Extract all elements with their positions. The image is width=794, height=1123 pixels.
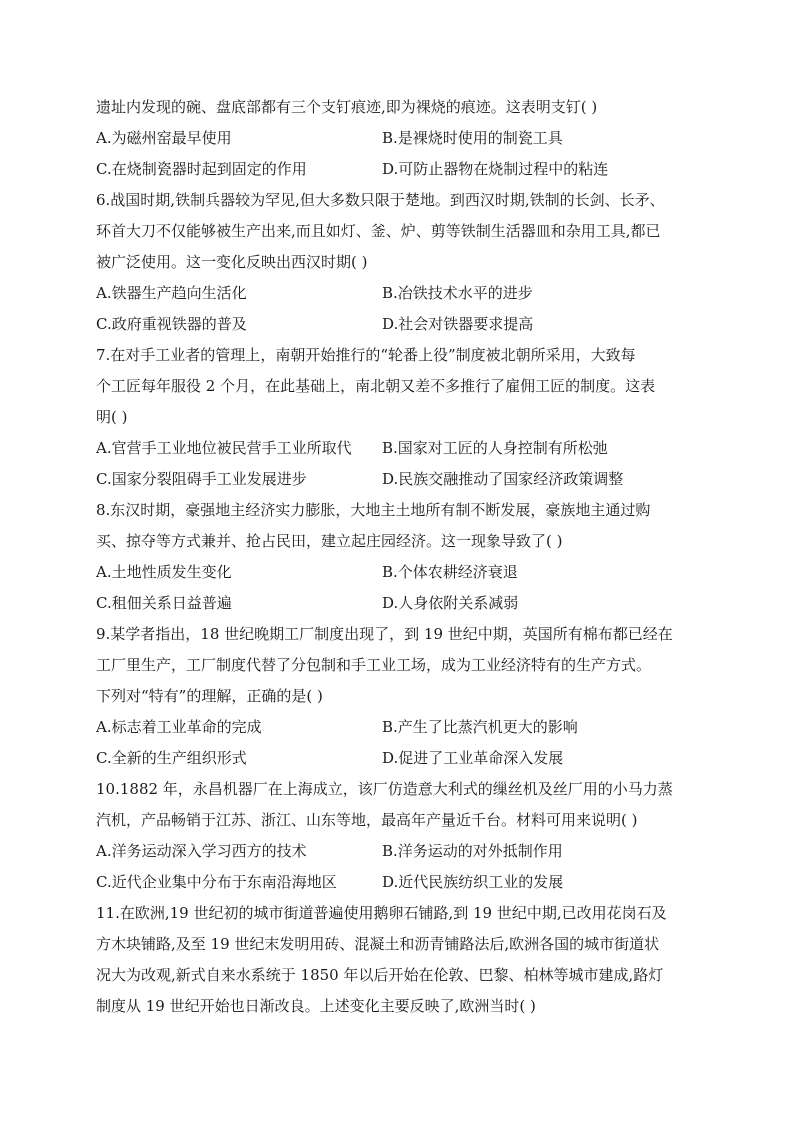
q8-stem-line-1: 8.东汉时期，豪强地主经济实力膨胀，大地主土地所有制不断发展，豪族地主通过购: [96, 501, 651, 519]
q8-option-d[interactable]: D.人身依附关系减弱: [382, 594, 519, 612]
q5-options-row-1: [96, 123, 706, 154]
q10-stem-line-1: 10.1882 年，永昌机器厂在上海成立，该厂仿造意大利式的缫丝机及丝厂用的小马力蒸: [96, 780, 673, 798]
q11-stem-line-4: 制度从 19 世纪开始也日渐改良。上述变化主要反映了,欧洲当时( ): [96, 997, 536, 1015]
q7-option-c[interactable]: C.国家分裂阻碍手工业发展进步: [96, 470, 307, 488]
q10-option-d[interactable]: D.近代民族纺织工业的发展: [382, 873, 564, 891]
q10-stem-line-2: 汽机，产品畅销于江苏、浙江、山东等地，最高年产量近千台。材料可用来说明( ): [96, 811, 638, 829]
q11-stem-line-2: 方木块铺路,及至 19 世纪末发明用砖、混凝土和沥青铺路法后,欧洲各国的城市街道状: [96, 935, 660, 953]
q6-option-c[interactable]: C.政府重视铁器的普及: [96, 315, 247, 333]
q5-option-a[interactable]: A.为磁州窑最早使用: [96, 129, 232, 147]
q10-option-b[interactable]: B.洋务运动的对外抵制作用: [382, 842, 563, 860]
q9-options-row-2: [96, 743, 706, 774]
q6-stem-line-2: 环首大刀不仅能够被生产出来,而且如灯、釜、炉、剪等铁制生活器皿和杂用工具,都已: [96, 222, 661, 240]
q7-stem-line-1: 7.在对手工业者的管理上，南朝开始推行的“轮番上役”制度被北朝所采用，大致每: [96, 346, 636, 364]
q7-options-row-1: [96, 433, 706, 464]
q6-stem-line-1: 6.战国时期,铁制兵器较为罕见,但大多数只限于楚地。到西汉时期,铁制的长剑、长矛、: [96, 191, 665, 209]
q5-option-c[interactable]: C.在烧制瓷器时起到固定的作用: [96, 160, 307, 178]
q10-option-a[interactable]: A.洋务运动深入学习西方的技术: [96, 842, 307, 860]
q5-option-b[interactable]: B.是裸烧时使用的制瓷工具: [382, 129, 563, 147]
q9-option-a[interactable]: A.标志着工业革命的完成: [96, 718, 262, 736]
q6-option-b[interactable]: B.冶铁技术水平的进步: [382, 284, 533, 302]
q9-option-d[interactable]: D.促进了工业革命深入发展: [382, 749, 564, 767]
q7-option-d[interactable]: D.民族交融推动了国家经济政策调整: [382, 470, 624, 488]
q5-option-d[interactable]: D.可防止器物在烧制过程中的粘连: [382, 160, 609, 178]
q8-options-row-2: [96, 588, 706, 619]
q5-stem-tail: 遗址内发现的碗、盘底部都有三个支钉痕迹,即为裸烧的痕迹。这表明支钉( ): [96, 98, 598, 116]
q11-stem-line-1: 11.在欧洲,19 世纪初的城市街道普遍使用鹅卵石铺路,到 19 世纪中期,已改用花岗石及: [96, 904, 667, 922]
q8-options-row-1: [96, 557, 706, 588]
q7-option-a[interactable]: A.官营手工业地位被民营手工业所取代: [96, 439, 352, 457]
q10-option-c[interactable]: C.近代企业集中分布于东南沿海地区: [96, 873, 337, 891]
q8-option-a[interactable]: A.土地性质发生变化: [96, 563, 232, 581]
exam-page: [96, 92, 706, 1022]
q8-option-b[interactable]: B.个体农耕经济衰退: [382, 563, 518, 581]
q6-option-a[interactable]: A.铁器生产趋向生活化: [96, 284, 247, 302]
q7-stem-line-2: 个工匠每年服役 2 个月，在此基础上，南北朝又差不多推行了雇佣工匠的制度。这表: [96, 377, 656, 395]
q6-options-row-2: [96, 309, 706, 340]
q9-stem-line-2: 工厂里生产，工厂制度代替了分包制和手工业工场，成为工业经济特有的生产方式。: [96, 656, 652, 674]
q9-option-b[interactable]: B.产生了比蒸汽机更大的影响: [382, 718, 578, 736]
q8-option-c[interactable]: C.租佃关系日益普遍: [96, 594, 232, 612]
q6-option-d[interactable]: D.社会对铁器要求提高: [382, 315, 534, 333]
q10-options-row-1: [96, 836, 706, 867]
q7-option-b[interactable]: B.国家对工匠的人身控制有所松弛: [382, 439, 608, 457]
q9-stem-line-1: 9.某学者指出，18 世纪晚期工厂制度出现了，到 19 世纪中期，英国所有棉布都已经在: [96, 625, 673, 643]
q7-options-row-2: [96, 464, 706, 495]
q9-option-c[interactable]: C.全新的生产组织形式: [96, 749, 247, 767]
q8-stem-line-2: 买、掠夺等方式兼并、抢占民田，建立起庄园经济。这一现象导致了( ): [96, 532, 563, 550]
q9-stem-line-3: 下列对“特有”的理解，正确的是( ): [96, 687, 323, 705]
q9-options-row-1: [96, 712, 706, 743]
q7-stem-line-3: 明( ): [96, 408, 128, 426]
q6-options-row-1: [96, 278, 706, 309]
q11-stem-line-3: 况大为改观,新式自来水系统于 1850 年以后开始在伦敦、巴黎、柏林等城市建成,路灯: [96, 966, 664, 984]
q5-options-row-2: [96, 154, 706, 185]
q6-stem-line-3: 被广泛使用。这一变化反映出西汉时期( ): [96, 253, 368, 271]
q10-options-row-2: [96, 867, 706, 898]
